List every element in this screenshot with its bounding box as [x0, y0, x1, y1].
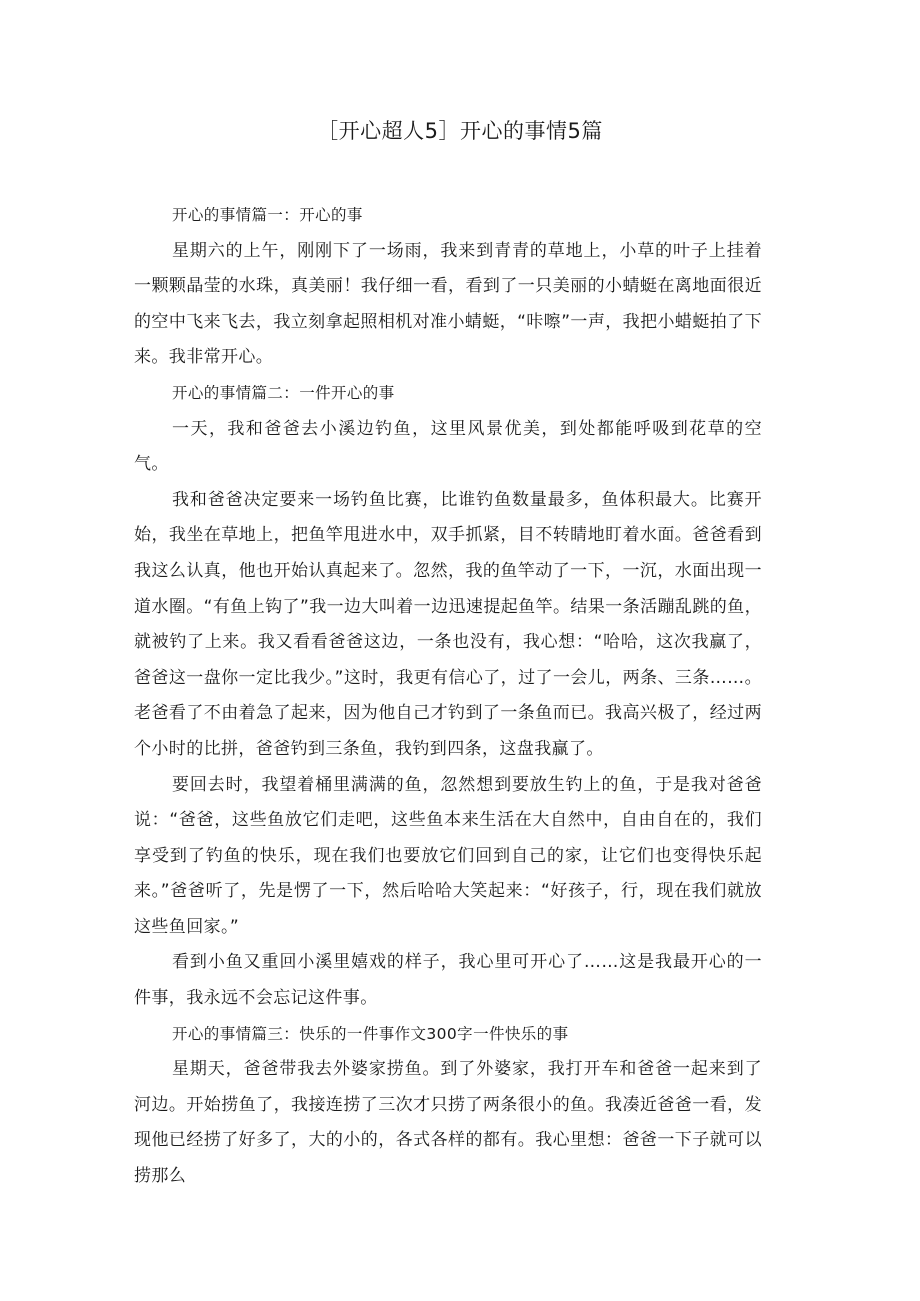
- document-title: ［开心超人5］开心的事情5篇: [317, 119, 603, 143]
- section-heading: 开心的事情篇三：快乐的一件事作文300字一件快乐的事: [172, 1024, 569, 1043]
- paragraph: 星期天，爸爸带我去外婆家捞鱼。到了外婆家，我打开车和爸爸一起来到了河边。开始捞鱼了，我接连捞了三次才只捞了两条很小的鱼。我凑近爸爸一看，发现他已经捞了好多了，大的小的，各式各样的都有。我心里想：爸爸一下子就可以捞那么: [134, 1059, 762, 1187]
- paragraph: 要回去时，我望着桶里满满的鱼，忽然想到要放生钓上的鱼，于是我对爸爸说：“爸爸，这些鱼放它们走吧，这些鱼本来生活在大自然中，自由自在的，我们享受到了钓鱼的快乐，现在我们也要放它们回到自己的家，让它们也变得快乐起来。”爸爸听了，先是愣了一下，然后哈哈大笑起来：“好孩子，行，现在我们就放这些鱼回家。”: [134, 774, 762, 937]
- section-heading: 开心的事情篇一：开心的事: [172, 206, 363, 224]
- paragraph: 我和爸爸决定要来一场钓鱼比赛，比谁钓鱼数量最多，鱼体积最大。比赛开始，我坐在草地上，把鱼竿甩进水中，双手抓紧，目不转睛地盯着水面。爸爸看到我这么认真，他也开始认真起来了。忽然，我的鱼竿动了一下，一沉，水面出现一道水圈。“有鱼上钩了”我一边大叫着一边迅速提起鱼竿。结果一条活蹦乱跳的鱼，就被钓了上来。我又看看爸爸这边，一条也没有，我心想：“哈哈，这次我赢了，爸爸这一盘你一定比我少。”这时，我更有信心了，过了一会儿，两条、三条……。老爸看了不由着急了起来，因为他自己才钓到了一条鱼而已。我高兴极了，经过两个小时的比拼，爸爸钓到三条鱼，我钓到四条，这盘我赢了。: [134, 489, 762, 759]
- paragraph: 一天，我和爸爸去小溪边钓鱼，这里风景优美，到处都能呼吸到花草的空气。: [134, 418, 762, 475]
- paragraph: 星期六的上午，刚刚下了一场雨，我来到青青的草地上，小草的叶子上挂着一颗颗晶莹的水珠，真美丽！我仔细一看，看到了一只美丽的小蜻蜓在离地面很近的空中飞来飞去，我立刻拿起照相机对准小蜻蜓，“咔嚓”一声，我把小蜡蜓拍了下来。我非常开心。: [134, 240, 762, 368]
- document-body: [134, 198, 762, 1195]
- section-heading: 开心的事情篇二：一件开心的事: [172, 383, 395, 402]
- paragraph: 看到小鱼又重回小溪里嬉戏的样子，我心里可开心了……这是我最开心的一件事，我永远不会忘记这件事。: [134, 952, 762, 1009]
